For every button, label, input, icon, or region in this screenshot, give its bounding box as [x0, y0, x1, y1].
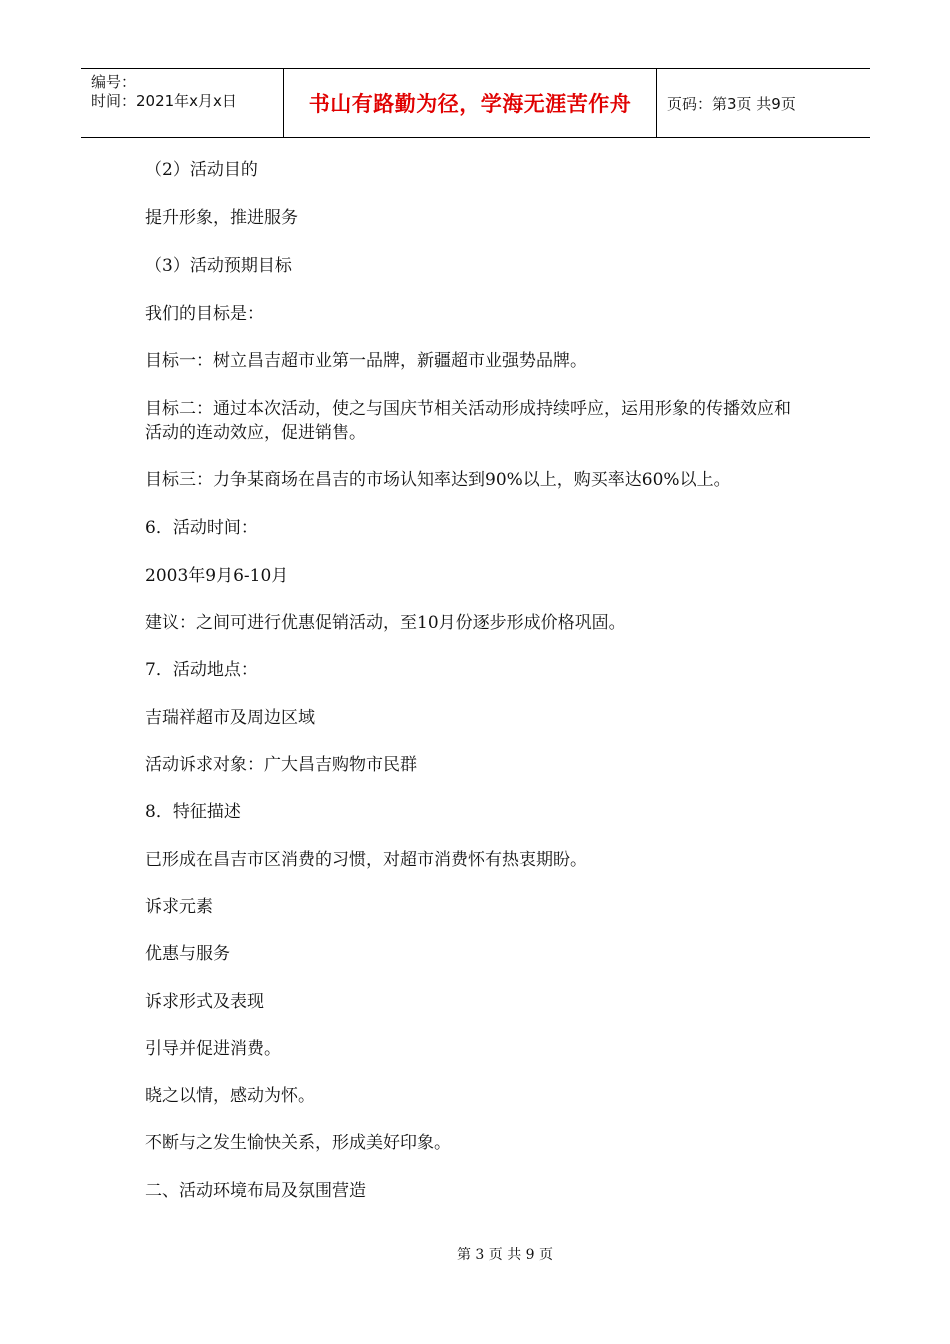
paragraph-appeal-form-heading: 诉求形式及表现: [145, 992, 264, 1012]
page-footer: [0, 1244, 950, 1264]
paragraph-goals-intro: 我们的目标是：: [145, 304, 264, 324]
header-meta: [81, 69, 284, 137]
document-date: 时间：2021年x月x日: [91, 92, 237, 110]
paragraph-target-audience: 活动诉求对象：广大昌吉购物市民群: [145, 755, 417, 775]
paragraph-goal-three: 目标三：力争某商场在昌吉的市场认知率达到90%以上，购买率达60%以上。: [145, 470, 731, 490]
footer-page-number: 第 3 页 共 9 页: [456, 1247, 554, 1263]
paragraph-expected-goals-heading: （3）活动预期目标: [145, 256, 292, 276]
paragraph-appeal-form-3: 不断与之发生愉快关系，形成美好印象。: [145, 1133, 451, 1153]
paragraph-activity-time: 2003年9月6-10月: [145, 566, 289, 586]
paragraph-section-two-heading: 二、活动环境布局及氛围营造: [145, 1181, 366, 1201]
paragraph-goal-two: 目标二：通过本次活动，使之与国庆节相关活动形成持续呼应，运用形象的传播效应和活动的连动效应，促进销售。: [145, 399, 791, 443]
paragraph-activity-purpose-heading: （2）活动目的: [145, 160, 258, 180]
paragraph-goal-one: 目标一：树立昌吉超市业第一品牌，新疆超市业强势品牌。: [145, 351, 587, 371]
page-header: [81, 68, 870, 138]
document-number: 编号：: [91, 73, 137, 91]
paragraph-activity-purpose: 提升形象，推进服务: [145, 208, 298, 228]
paragraph-suggestion: 建议：之间可进行优惠促销活动，至10月份逐步形成价格巩固。: [145, 613, 626, 633]
paragraph-feature-heading: 8．特征描述: [145, 802, 241, 822]
header-page-info-cell: [657, 69, 870, 137]
paragraph-activity-location-heading: 7．活动地点：: [145, 660, 258, 680]
paragraph-feature-description: 已形成在昌吉市区消费的习惯，对超市消费怀有热衷期盼。: [145, 850, 587, 870]
paragraph-appeal-elements: 优惠与服务: [145, 944, 230, 964]
paragraph-activity-location: 吉瑞祥超市及周边区域: [145, 708, 315, 728]
header-page-info: 页码：第3页 共9页: [667, 94, 796, 113]
header-motto: 书山有路勤为径，学海无涯苦作舟: [308, 92, 632, 116]
paragraph-activity-time-heading: 6．活动时间：: [145, 518, 258, 538]
paragraph-appeal-elements-heading: 诉求元素: [145, 897, 213, 917]
paragraph-appeal-form-1: 引导并促进消费。: [145, 1039, 281, 1059]
header-motto-cell: [284, 69, 657, 137]
paragraph-appeal-form-2: 晓之以情，感动为怀。: [145, 1086, 315, 1106]
